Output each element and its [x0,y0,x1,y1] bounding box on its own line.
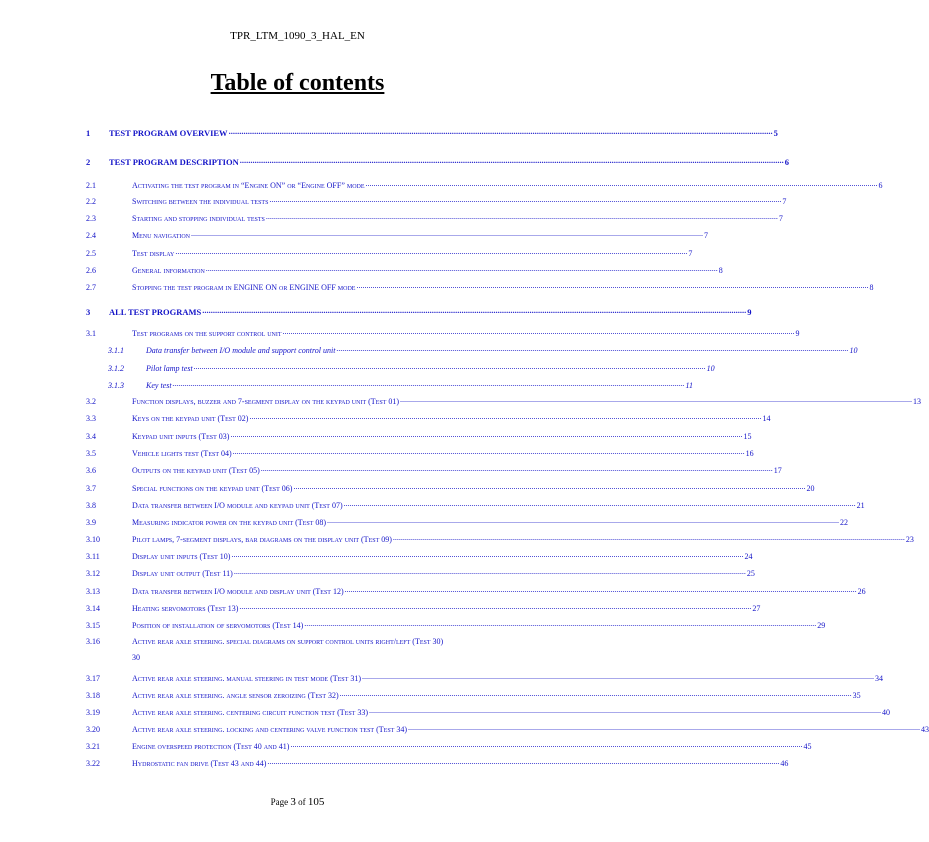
toc-page: 16 [745,449,754,458]
toc-entry-3-1-1[interactable] [108,346,858,355]
dot-leader [366,179,878,188]
dot-leader [293,482,805,491]
toc-entry-2[interactable] [86,157,789,167]
toc-title: Function displays, buzzer and 7-segment display on the keypad unit (Test 01) [132,397,400,406]
toc-title: Key test [146,381,172,390]
toc-page: 11 [685,381,693,390]
toc-entry-3[interactable] [86,307,752,317]
toc-entry-3-15[interactable] [86,621,826,630]
dot-leader [173,379,685,388]
dot-leader [393,533,905,542]
toc-title: TEST PROGRAM OVERVIEW [109,128,228,138]
dot-leader [229,126,773,136]
toc-number: 3.3 [86,414,96,423]
toc-number: 3.16 [86,637,100,646]
toc-entry-3-13[interactable] [86,587,866,596]
toc-page: 10 [849,346,858,355]
dot-leader [344,499,856,508]
toc-title: Active rear axle steering. centering circuit function test (Test 33) [132,708,368,717]
toc-page: 45 [803,742,812,751]
footer-prefix: Page [270,797,291,807]
toc-title: Outputs on the keypad unit (Test 05) [132,466,260,475]
toc-title: Starting and stopping individual tests [132,214,265,223]
toc-entry-2-1[interactable] [86,181,883,190]
toc-page: 21 [856,501,865,510]
toc-number: 3.17 [86,674,100,683]
toc-number: 2.7 [86,283,96,292]
dot-leader [336,344,848,353]
toc-entry-3-1-3[interactable] [108,381,693,390]
dot-leader [369,706,881,715]
toc-page: 8 [869,283,874,292]
toc-entry-3-1-2[interactable] [108,364,715,373]
toc-number: 3.18 [86,691,100,700]
toc-page: 6 [878,181,883,190]
toc-entry-3-22[interactable] [86,759,789,768]
toc-number: 2.2 [86,197,96,206]
toc-number: 3.1 [86,329,96,338]
toc-entry-3-8[interactable] [86,501,865,510]
footer-total-pages: 105 [307,796,325,808]
toc-title: General information [132,266,205,275]
dot-leader [267,757,779,766]
toc-entry-3-11[interactable] [86,552,753,561]
toc-title: Pilot lamps, 7-segment displays, bar diagrams on the display unit (Test 09) [132,535,392,544]
dot-leader [340,689,852,698]
toc-entry-3-17[interactable] [86,674,883,683]
toc-title: Stopping the test program in ENGINE ON or ENGINE OFF mode [132,283,356,292]
dot-leader [234,567,746,576]
toc-entry-2-2[interactable] [86,197,787,206]
dot-leader [249,412,761,421]
toc-entry-3-5[interactable] [86,449,754,458]
toc-page-continued: 30 [132,653,140,662]
toc-entry-3-18[interactable] [86,691,861,700]
toc-title: Active rear axle steering. manual steering in test mode (Test 31) [132,674,361,683]
toc-entry-3-19[interactable] [86,708,890,717]
toc-title: Active rear axle steering. angle sensor zeroizing (Test 32) [132,691,339,700]
toc-page: 26 [857,587,866,596]
toc-title: Test programs on the support control unit [132,329,282,338]
toc-entry-2-3[interactable] [86,214,783,223]
toc-number: 3.14 [86,604,100,613]
dot-leader [362,672,874,681]
toc-title: Special functions on the keypad unit (Test 06) [132,484,293,493]
toc-page: 8 [718,266,723,275]
toc-page: 6 [784,157,789,167]
dot-leader [231,550,743,559]
toc-entry-3-3[interactable] [86,414,771,423]
toc-title: Data transfer between I/O module and keypad unit (Test 07) [132,501,343,510]
dot-leader [202,305,746,315]
toc-entry-3-20[interactable] [86,725,929,734]
toc-title: TEST PROGRAM DESCRIPTION [109,157,239,167]
dot-leader [356,281,868,290]
toc-number: 3.2 [86,397,96,406]
toc-page: 9 [747,307,752,317]
toc-page: 7 [704,231,708,240]
toc-page: 5 [773,128,778,138]
toc-page: 23 [905,535,914,544]
toc-page: 27 [752,604,761,613]
toc-number: 2.1 [86,181,96,190]
toc-title: ALL TEST PROGRAMS [109,307,202,317]
toc-page: 40 [881,708,890,717]
toc-entry-3-7[interactable] [86,484,815,493]
dot-leader [261,464,773,473]
toc-title: Activating the test program in “Engine ON” or “Engine OFF” mode [132,181,365,190]
toc-title: Active rear axle steering. special diagrams on support control units right/left (Test 30) [132,637,444,646]
toc-entry-2-6[interactable] [86,266,723,275]
toc-page: 10 [706,364,715,373]
toc-entry-2-4[interactable] [86,231,708,240]
toc-title: Data transfer between I/O module and display unit (Test 12) [132,587,344,596]
toc-number: 3.7 [86,484,96,493]
toc-number: 3.4 [86,432,96,441]
toc-page: 7 [778,214,783,223]
toc-page: 46 [780,759,789,768]
dot-leader [230,430,742,439]
toc-page: 22 [840,518,848,527]
toc-title: Pilot lamp test [146,364,193,373]
toc-title: Test display [132,249,175,258]
toc-entry-3-12[interactable] [86,569,755,578]
toc-page: 20 [806,484,815,493]
toc-number: 1 [86,128,91,138]
dot-leader [194,362,706,371]
dot-leader [345,585,857,594]
toc-number: 3.5 [86,449,96,458]
dot-leader [191,229,703,238]
toc-entry-3-16[interactable] [86,637,546,646]
toc-title: Keys on the keypad unit (Test 02) [132,414,249,423]
document-header: TPR_LTM_1090_3_HAL_EN [230,30,365,42]
toc-entry-3-21[interactable] [86,742,812,751]
dot-leader [269,195,781,204]
toc-entry-3-14[interactable] [86,604,761,613]
toc-entry-2-7[interactable] [86,283,874,292]
toc-entry-3-10[interactable] [86,535,914,544]
toc-number: 3.1.1 [108,346,124,355]
toc-title: Switching between the individual tests [132,197,269,206]
toc-page: 17 [773,466,782,475]
toc-entry-3-1[interactable] [86,329,800,338]
toc-number: 3.10 [86,535,100,544]
toc-page: 13 [913,397,922,406]
toc-title: Active rear axle steering. locking and centering valve function test (Test 34) [132,725,407,734]
footer-separator: of [295,797,308,807]
toc-title: Engine overspeed protection (Test 40 and 41) [132,742,290,751]
toc-page: 9 [795,329,800,338]
toc-entry-3-9[interactable] [86,518,848,527]
dot-leader [327,516,839,525]
toc-entry-3-2[interactable] [86,397,922,406]
toc-page: 7 [782,197,787,206]
toc-page: 15 [743,432,752,441]
toc-number: 3.22 [86,759,100,768]
toc-title: Keypad unit inputs (Test 03) [132,432,230,441]
toc-number: 2.6 [86,266,96,275]
dot-leader [233,447,745,456]
toc-number: 3.1.2 [108,364,124,373]
toc-title: Measuring indicator power on the keypad unit (Test 08) [132,518,326,527]
toc-number: 3 [86,307,91,317]
dot-leader [283,327,795,336]
toc-page: 25 [746,569,755,578]
dot-leader [175,247,687,256]
dot-leader [304,619,816,628]
toc-title: Display unit output (Test 11) [132,569,233,578]
dot-leader [290,740,802,749]
page-footer [0,796,595,808]
dot-leader [240,155,784,165]
toc-number: 3.20 [86,725,100,734]
dot-leader [408,723,920,732]
toc-number: 2.4 [86,231,96,240]
toc-title: Data transfer between I/O module and support control unit [146,346,336,355]
toc-number: 3.15 [86,621,100,630]
toc-entry-1[interactable] [86,128,778,138]
toc-entry-3-4[interactable] [86,432,752,441]
toc-number: 3.13 [86,587,100,596]
toc-page: 24 [744,552,753,561]
toc-title: Heating servomotors (Test 13) [132,604,239,613]
toc-title: Display unit inputs (Test 10) [132,552,231,561]
toc-entry-3-6[interactable] [86,466,782,475]
toc-title: Position of installation of servomotors (Test 14) [132,621,304,630]
toc-number: 3.11 [86,552,100,561]
page-title: Table of contents [210,70,385,96]
dot-leader [266,212,778,221]
toc-number: 3.21 [86,742,100,751]
toc-page: 35 [852,691,861,700]
toc-page: 43 [920,725,929,734]
toc-page: 7 [688,249,693,258]
dot-leader [239,602,751,611]
dot-leader [400,395,912,404]
toc-number: 3.19 [86,708,100,717]
toc-page: 34 [874,674,883,683]
toc-number: 2.5 [86,249,96,258]
toc-number: 2 [86,157,91,167]
toc-number: 3.9 [86,518,96,527]
toc-title: Hydrostatic fan drive (Test 43 and 44) [132,759,267,768]
toc-number: 3.1.3 [108,381,124,390]
dot-leader [206,264,718,273]
toc-number: 2.3 [86,214,96,223]
toc-title: Vehicle lights test (Test 04) [132,449,232,458]
toc-page: 29 [817,621,826,630]
toc-number: 3.8 [86,501,96,510]
footer-current-page: 3 [290,796,296,808]
toc-page: 14 [762,414,771,423]
toc-entry-2-5[interactable] [86,249,693,258]
toc-number: 3.12 [86,569,100,578]
toc-title: Menu navigation [132,231,190,240]
toc-number: 3.6 [86,466,96,475]
